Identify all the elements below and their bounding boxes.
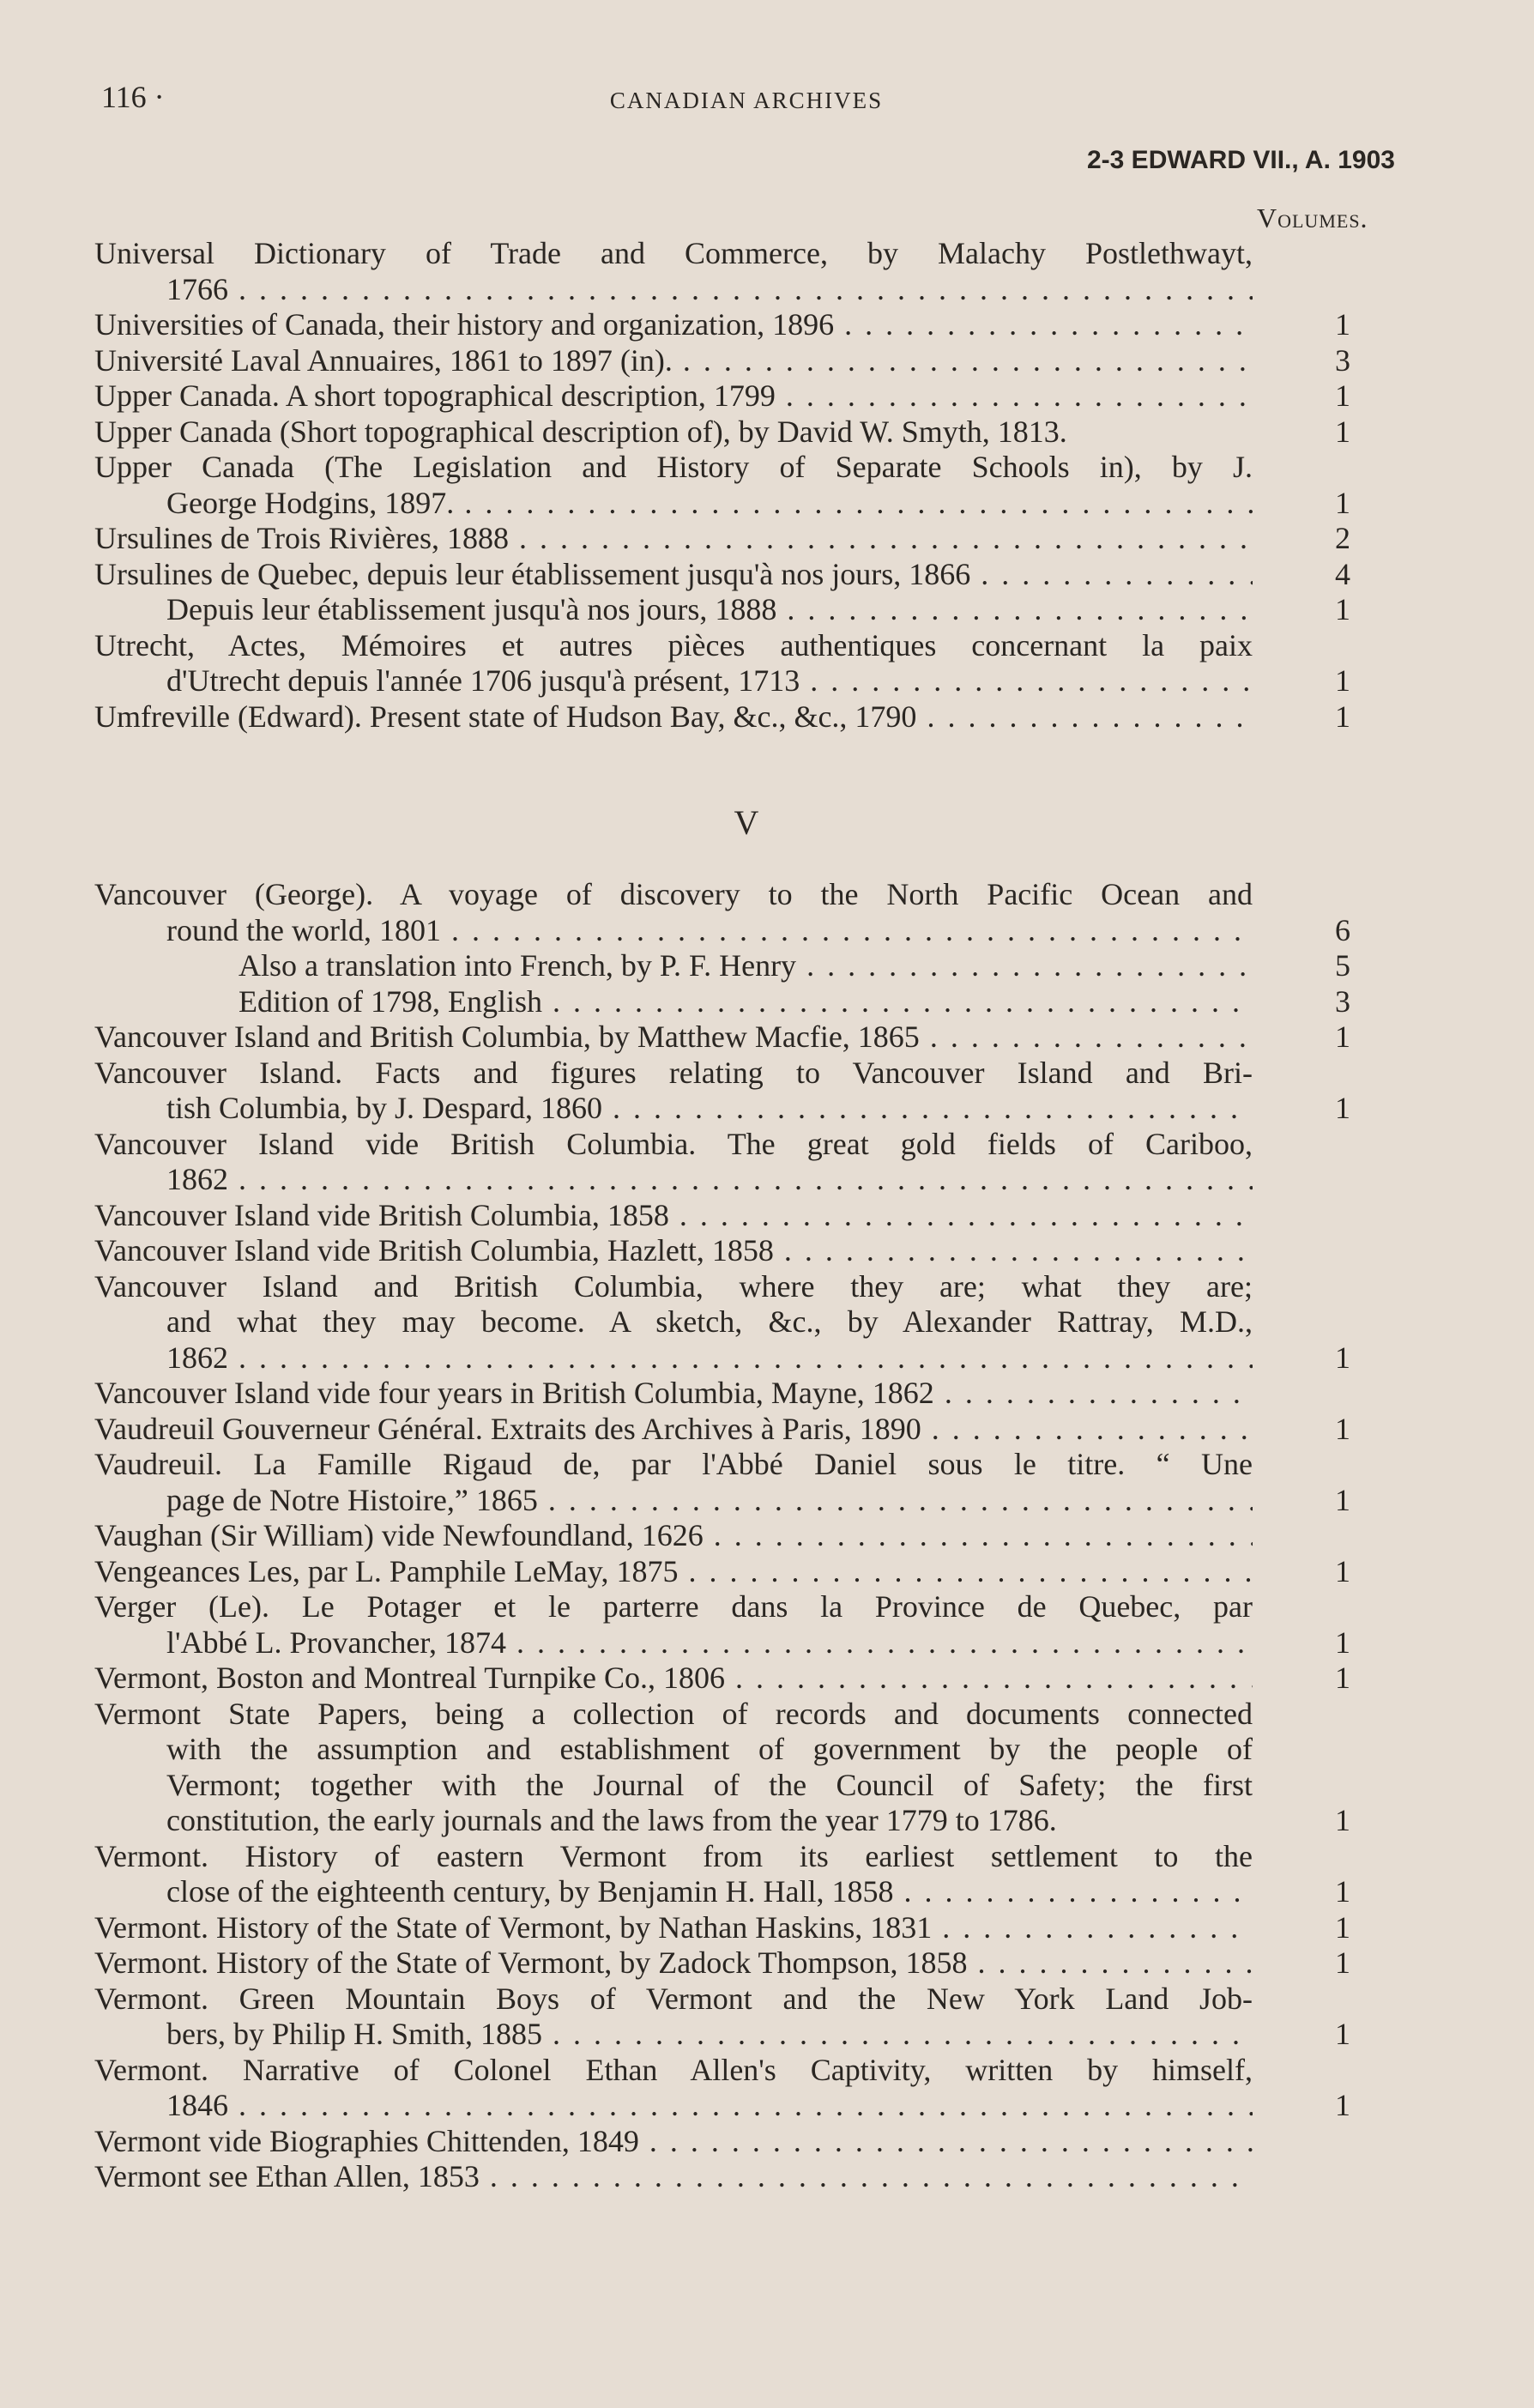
catalogue-entry [94,1127,1433,1198]
volume-count: 1 [1335,1411,1350,1446]
entry-line: Verger (Le). Le Potager et le parterre dans la Province de Quebec, par [94,1589,1253,1624]
entry-line: Depuis leur établissement jusqu'à nos jours, 1888 . . . [94,592,1253,628]
volume-count: 2 [1335,521,1350,555]
catalogue-entry [94,2053,1433,2124]
section-v-heading: V [734,803,759,842]
catalogue-entry [94,1839,1433,1910]
entry-line: Upper Canada. A short topographical description, 1799 . . . [94,378,1253,414]
catalogue-entry [94,450,1433,521]
volume-count: 1 [1335,2088,1350,2122]
volume-count: 1 [1335,1909,1350,1945]
catalogue-entry [94,628,1433,699]
catalogue-entry [94,1269,1433,1376]
catalogue-entry [94,1447,1433,1518]
catalogue-entry [94,2124,1433,2160]
catalogue-entry [94,1910,1433,1946]
catalogue-entry [94,236,1433,307]
volume-count: 1 [1335,485,1350,520]
entry-line: Vancouver Island. Facts and figures relating to Vancouver Island and Bri- [94,1055,1253,1090]
entry-line: Edition of 1798, English . . . [94,984,1253,1020]
entry-line: 1862 . . . [94,1162,1253,1198]
entry-line: bers, by Philip H. Smith, 1885 . . . [94,2017,1253,2053]
entry-line: Utrecht, Actes, Mémoires et autres pièces authentiques concernant la paix [94,627,1253,663]
catalogue-entry [94,1981,1433,2053]
entry-line: Umfreville (Edward). Present state of Hudson Bay, &c., &c., 1790 . . . [94,699,1253,735]
volume-count: 1 [1335,592,1350,626]
catalogue-entry [94,1056,1433,1127]
entry-line: tish Columbia, by J. Despard, 1860 . . . [94,1091,1253,1127]
catalogue-entry [94,948,1433,984]
entry-line: constitution, the early journals and the laws from the year 1779 to 1786. [166,1803,1057,1837]
catalogue-entry [94,1661,1433,1697]
catalogue-entry [94,343,1433,379]
catalogue-entry [94,378,1433,414]
volume-count: 5 [1335,948,1350,983]
entry-line: Universities of Canada, their history and organization, 1896 . . . [94,307,1253,343]
entry-line: Universal Dictionary of Trade and Commerce, by Malachy Postlethwayt, [94,236,1253,270]
entry-line: Ursulines de Quebec, depuis leur établissement jusqu'à nos jours, 1866 . . . [94,557,1253,593]
catalogue-entry [94,1945,1433,1981]
volume-count: 1 [1335,378,1350,413]
volume-count: 3 [1335,983,1350,1019]
volume-count: 6 [1335,912,1350,947]
volume-count: 1 [1335,1091,1350,1125]
entry-line: Also a translation into French, by P. F. Henry . . . [94,948,1253,984]
volume-count: 1 [1335,1803,1350,1837]
catalogue-entry [94,2159,1433,2195]
entry-line: Upper Canada (Short topographical description of), by David W. Smyth, 1813. [94,414,1067,449]
entry-line: Vancouver Island and British Columbia, where they are; what they are; [94,1268,1253,1304]
entry-line: Vermont. Narrative of Colonel Ethan Allen's Captivity, written by himself, [94,2052,1253,2087]
entry-line: Upper Canada (The Legislation and History of Separate Schools in), by J. [94,450,1253,484]
entry-line: page de Notre Histoire,” 1865 . . . [94,1483,1253,1519]
entry-line: Vancouver Island vide British Columbia, Hazlett, 1858 . . . [94,1233,1253,1269]
volume-count: 1 [1335,2017,1350,2051]
catalogue-entry [94,414,1433,451]
catalogue-entry [94,1412,1433,1448]
volume-count: 1 [1335,1019,1350,1054]
catalogue-entry [94,984,1433,1020]
catalogue-entry [94,1554,1433,1590]
entry-line: Vermont; together with the Journal of the Council of Safety; the first [166,1767,1253,1802]
entry-line: Vancouver Island vide British Columbia. The great gold fields of Cariboo, [94,1126,1253,1161]
volume-count: 1 [1335,1945,1350,1980]
catalogue-entry [94,1697,1433,1839]
entry-line: Vengeances Les, par L. Pamphile LeMay, 1875 . . . [94,1554,1253,1590]
catalogue-entry [94,521,1433,557]
entry-line: Université Laval Annuaires, 1861 to 1897 (in). . . . [94,343,1253,379]
entry-line: George Hodgins, 1897. . . . [94,486,1253,522]
entry-line: round the world, 1801 . . . [94,913,1253,949]
volume-count: 1 [1335,1624,1350,1660]
entry-line: l'Abbé L. Provancher, 1874 . . . [94,1625,1253,1661]
volume-count: 1 [1335,414,1350,449]
catalogue-entry [94,1376,1433,1412]
volume-count: 3 [1335,342,1350,378]
entry-line: Vermont. History of the State of Vermont, by Nathan Haskins, 1831 . . . [94,1910,1253,1946]
entry-line: Vermont. History of the State of Vermont, by Zadock Thompson, 1858 . . . [94,1945,1253,1981]
entry-line: Vaudreuil. La Famille Rigaud de, par l'Abbé Daniel sous le titre. “ Une [94,1447,1253,1481]
volume-count: 1 [1335,1553,1350,1588]
volume-count: 1 [1335,1340,1350,1375]
catalogue-entry [94,699,1433,735]
entry-line: Vermont. History of eastern Vermont from its earliest settlement to the [94,1838,1253,1873]
entry-line: Vermont. Green Mountain Boys of Vermont and the New York Land Job- [94,1981,1253,2016]
volume-count: 1 [1335,1661,1350,1695]
catalogue-entry [94,557,1433,593]
entry-line: Vermont vide Biographies Chittenden, 1849 . . . [94,2124,1253,2160]
entry-line: 1766 . . . [94,272,1253,308]
volume-count: 4 [1335,556,1350,591]
volumes-column-heading: Volumes. [1257,203,1368,233]
entry-line: 1862 . . . [94,1340,1253,1376]
catalogue-entry [94,307,1433,343]
catalogue-entry [94,592,1433,628]
entry-line: Vancouver Island vide four years in British Columbia, Mayne, 1862 . . . [94,1376,1253,1412]
entry-line: close of the eighteenth century, by Benjamin H. Hall, 1858 . . . [94,1874,1253,1910]
entry-line: Vaughan (Sir William) vide Newfoundland, 1626 . . . [94,1518,1253,1554]
volume-count: 1 [1335,1482,1350,1517]
running-title: CANADIAN ARCHIVES [609,88,884,113]
catalogue-entry [94,1589,1433,1661]
section-v-entries [94,877,1433,2195]
volume-count: 1 [1335,699,1350,734]
entry-line: with the assumption and establishment of government by the people of [166,1732,1253,1766]
volume-count: 1 [1335,663,1350,698]
entry-line: Vermont, Boston and Montreal Turnpike Co., 1806 . . . [94,1661,1253,1697]
entry-line: Vancouver Island and British Columbia, by Matthew Macfie, 1865 . . . [94,1019,1253,1056]
entry-line: Vaudreuil Gouverneur Général. Extraits des Archives à Paris, 1890 . . . [94,1412,1253,1448]
volume-count: 1 [1335,1874,1350,1909]
volume-count: 1 [1335,307,1350,342]
entry-line: Vancouver Island vide British Columbia, 1858 . . . [94,1198,1253,1234]
catalogue-entry [94,1019,1433,1056]
entry-line: Vermont State Papers, being a collection of records and documents connected [94,1696,1253,1731]
session-label: 2-3 EDWARD VII., A. 1903 [1086,146,1395,174]
page-number: 116 · [101,80,165,114]
entry-line: Ursulines de Trois Rivières, 1888 . . . [94,521,1253,557]
catalogue-entry [94,1198,1433,1234]
entry-line: Vermont see Ethan Allen, 1853 . . . [94,2159,1253,2195]
section-u-entries [94,236,1433,735]
entry-line: and what they may become. A sketch, &c., by Alexander Rattray, M.D., [166,1304,1253,1339]
entry-line: 1846 . . . [94,2088,1253,2124]
entry-line: d'Utrecht depuis l'année 1706 jusqu'à présent, 1713 . . . [94,663,1253,699]
catalogue-entry [94,1233,1433,1269]
entry-line: Vancouver (George). A voyage of discovery to the North Pacific Ocean and [94,877,1253,911]
catalogue-entry [94,877,1433,948]
catalogue-entry [94,1518,1433,1554]
